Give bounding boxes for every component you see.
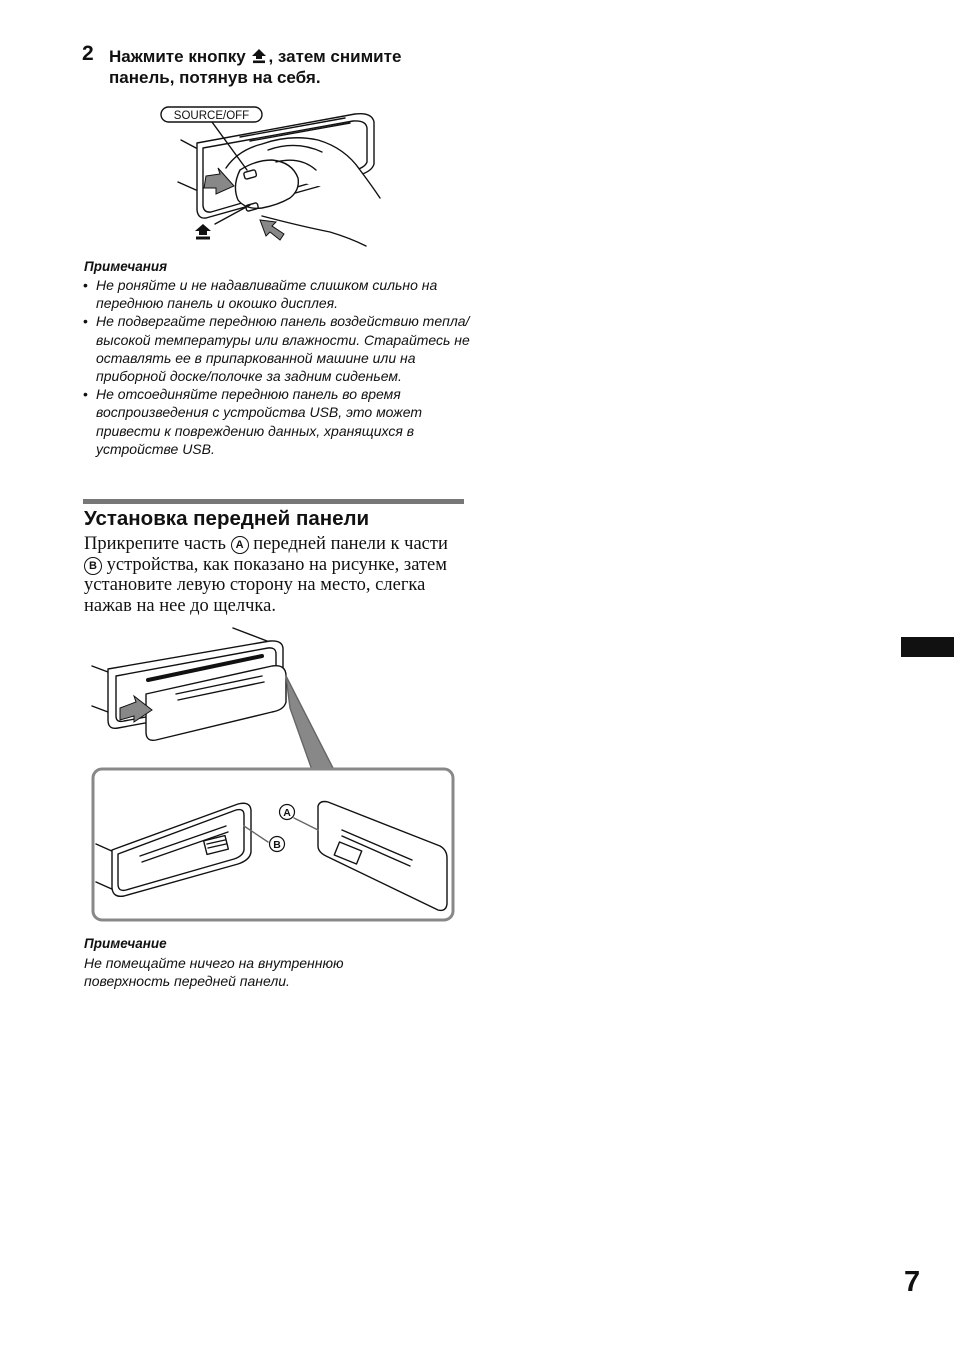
eject-icon	[195, 224, 211, 240]
section-tab-marker	[901, 637, 954, 657]
label-b: B	[273, 839, 281, 851]
body-text: Прикрепите часть	[84, 534, 226, 554]
step-text-before: Нажмите кнопку	[109, 47, 246, 66]
step-number: 2	[82, 42, 94, 65]
marker-a: A	[231, 536, 249, 554]
step-text-after: , затем снимите панель, потянув на себя.	[109, 47, 402, 87]
step-instruction	[109, 46, 469, 88]
label-a: A	[283, 807, 291, 819]
notes-heading: Примечания	[84, 259, 168, 274]
body-text: передней панели к части	[253, 534, 448, 554]
note-item: • Не подвергайте переднюю панель воздействию тепла/высокой температуры или влажности. Старайтесь не оставлять ее в припаркованной машине или на приборной доске/полочке за задним сиденьем.	[83, 312, 473, 385]
notes-list	[83, 276, 473, 458]
marker-b: B	[84, 557, 102, 575]
section-title: Установка передней панели	[84, 507, 370, 530]
attach-panel-illustration	[88, 620, 460, 926]
page-number: 7	[904, 1266, 921, 1298]
remove-panel-illustration	[150, 100, 390, 250]
eject-icon	[251, 48, 267, 64]
section-body	[84, 534, 469, 616]
note-heading: Примечание	[84, 936, 167, 951]
source-off-label: SOURCE/OFF	[173, 110, 250, 122]
note-item: • Не отсоединяйте переднюю панель во время воспроизведения с устройства USB, это может привести к повреждению данных, хранящихся в устройстве USB.	[83, 385, 473, 458]
note-text: Не помещайте ничего на внутреннюю поверхность передней панели.	[84, 955, 344, 990]
body-text: устройства, как показано на рисунке, затем установите левую сторону на место, слегка нажав на нее до щелчка.	[84, 554, 447, 616]
section-divider	[83, 499, 464, 504]
note-item: • Не роняйте и не надавливайте слишком сильно на переднюю панель и окошко дисплея.	[83, 276, 473, 312]
